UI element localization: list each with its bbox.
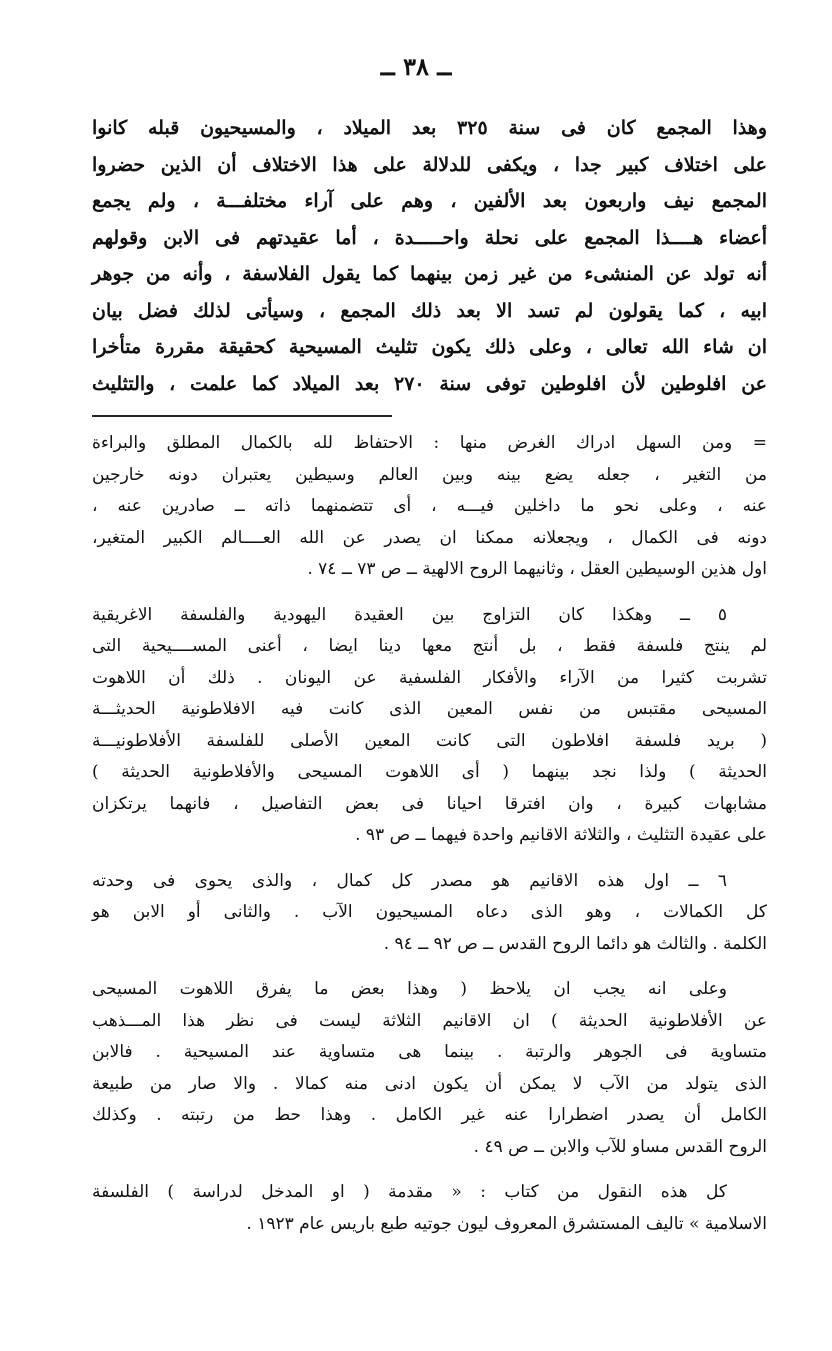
footnote-6 <box>92 866 767 961</box>
main-text-line: أعضاء هــــذا المجمع على نحلة واحـــــدة ، أما عقيدتهم فى الابن وقولهم <box>92 226 767 249</box>
footnote-note <box>92 974 767 1163</box>
footnote-5 <box>92 600 767 852</box>
footnote-line: الاسلامية » تاليف المستشرق المعروف ليون جوتيه طبع باريس عام ١٩٢٣ . <box>246 1213 767 1234</box>
footnote-line: الروح القدس مساو للآب والابن ــ ص ٤٩ . <box>473 1136 767 1157</box>
footnote-line: عنه ، وعلى نحو ما داخلين فيـــه ، أى تتضمنهما ذاته ــ صادرين عنه ، <box>92 496 767 516</box>
footnote-separator <box>92 415 392 417</box>
footnote-line: كل الكمالات ، وهو الذى دعاه المسيحيون الآب . والثانى أو الابن هو <box>92 902 767 922</box>
main-text-line: أنه تولد عن المنشىء من غير زمن بينهما كما يقول الفلاسفة ، وأنه من جوهر <box>92 263 767 285</box>
footnote-line: كل هذه النقول من كتاب : « مقدمة ( او المدخل لدراسة ) الفلسفة <box>92 1182 727 1202</box>
footnote-line: وعلى انه يجب ان يلاحظ ( وهذا بعض ما يفرق اللاهوت المسيحى <box>92 979 727 999</box>
footnote-line: ٦ ــ اول هذه الاقانيم هو مصدر كل كمال ، والذى يحوى فى وحدته <box>92 870 727 891</box>
main-text-line: ابيه ، كما يقولون لم تسد الا بعد ذلك المجمع ، وسيأتى لذلك فضل بيان <box>92 299 767 322</box>
footnote-line: عن الأفلاطونية الحديثة ) ان الاقانيم الثلاثة ليست فى نظر هذا المـــذهب <box>92 1010 767 1031</box>
main-text <box>92 110 767 402</box>
footnote-line: المسيحى مقتبس من نفس المعين الذى كانت فيه الافلاطونية الحديثـــة <box>92 699 767 719</box>
footnote-line: ٥ ــ وهكذا كان التزاوج بين العقيدة اليهودية والفلسفة الاغريقية <box>92 604 727 625</box>
footnote-line: من التغير ، جعله يضع بينه وبين العالم وسيطين يعتبران دونه خارجين <box>92 464 767 485</box>
footnote-line: تشربت كثيرا من الآراء والأفكار الفلسفية عن اليونان . ذلك أن اللاهوت <box>92 667 767 688</box>
main-text-line: على اختلاف كبير جدا ، ويكفى للدلالة على هذا الاختلاف أن الذين حضروا <box>92 153 767 176</box>
footnote-continuation <box>92 428 767 586</box>
main-text-line: وهذا المجمع كان فى سنة ٣٢٥ بعد الميلاد ، والمسيحيون قبله كانوا <box>92 117 767 139</box>
footnote-line: الحديثة ) ولذا نجد بينهما ( أى اللاهوت المسيحى والأفلاطونية الحديثة ) <box>92 762 767 782</box>
footnote-line: دونه فى الكمال ، ويجعلانه ممكنا ان يصدر عن الله العــــالم الكبير المتغير، <box>92 527 767 548</box>
footnotes <box>92 428 767 1254</box>
footnote-source <box>92 1177 767 1240</box>
footnote-line: الكامل أن يصدر اضطرارا عنه غير الكامل . وهذا حط من رتبته . وكذلك <box>92 1105 767 1125</box>
footnote-line: لم ينتج فلسفة فقط ، بل أنتج معها دينا ايضا ، أعنى المســــيحية التى <box>92 636 767 656</box>
footnote-line: ( بريد فلسفة افلاطون التى كانت المعين الأصلى للفلسفة الأفلاطونيـــة <box>92 730 767 751</box>
footnote-line: الكلمة . والثالث هو دائما الروح القدس ــ ص ٩٢ ــ ٩٤ . <box>383 933 767 954</box>
page-number: ــ ٣٨ ــ <box>380 52 452 81</box>
footnote-line: = ومن السهل ادراك الغرض منها : الاحتفاظ لله بالكمال المطلق والبراءة <box>92 433 767 453</box>
main-text-line: ان شاء الله تعالى ، وعلى ذلك يكون تثليث المسيحية كحقيقة مقررة متأخرا <box>92 336 767 358</box>
footnote-line: الذى يتولد من الآب لا يمكن أن يكون ادنى منه كمالا . والا صار من طبيعة <box>92 1073 767 1094</box>
footnote-line: على عقيدة التثليث ، والثلاثة الاقانيم واحدة فيهما ــ ص ٩٣ . <box>355 825 767 845</box>
footnote-line: متساوية فى الجوهر والرتبة . بينما هى متساوية عند المسيحية . فالابن <box>92 1042 767 1062</box>
main-text-line: المجمع نيف واربعون بعد الألفين ، وهم على آراء مختلفـــة ، ولم يجمع <box>92 190 767 212</box>
footnote-line: مشابهات كبيرة ، وان افترقا احيانا فى بعض التفاصيل ، فانهما يرتكزان <box>92 793 767 814</box>
footnote-line: اول هذين الوسيطين العقل ، وثانيهما الروح الالهية ــ ص ٧٣ ــ ٧٤ . <box>307 559 767 579</box>
main-text-line: عن افلوطين لأن افلوطين توفى سنة ٢٧٠ بعد الميلاد كما علمت ، والتثليث <box>92 372 767 395</box>
